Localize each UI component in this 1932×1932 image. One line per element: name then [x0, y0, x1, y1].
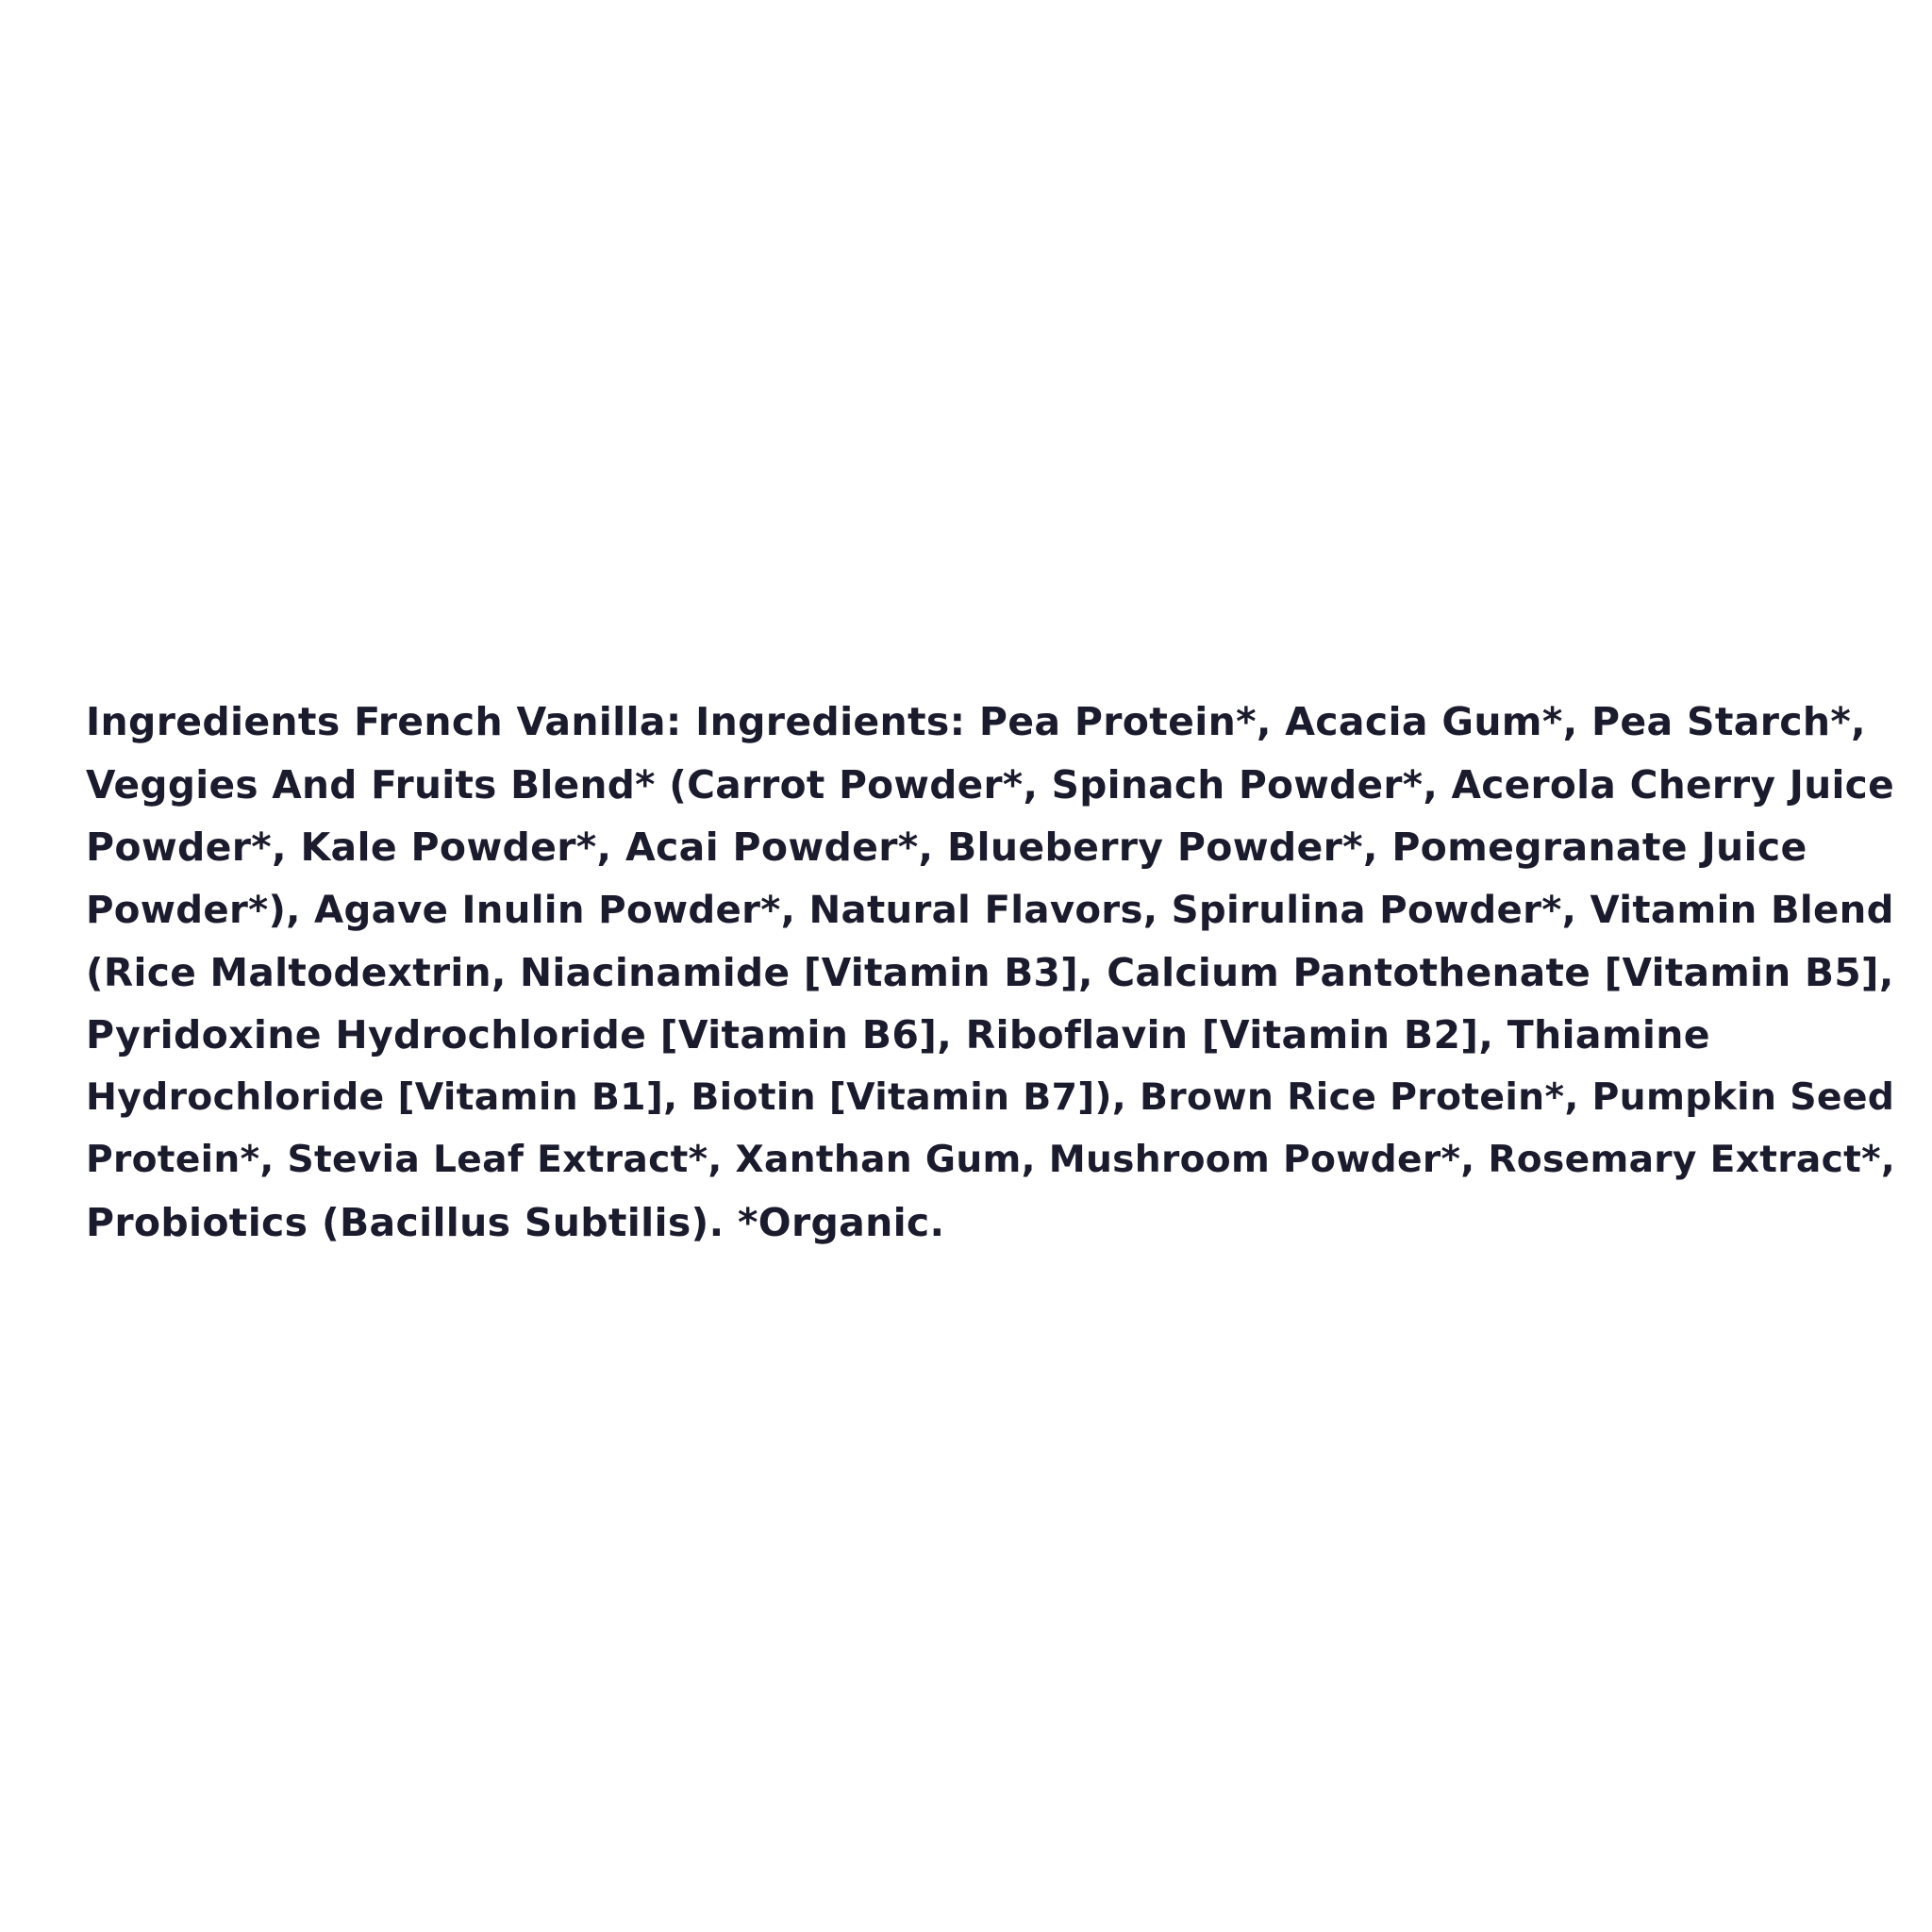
ingredients-line: Powder*, Kale Powder*, Acai Powder*, Blueberry Powder*, Pomegranate Juice: [86, 824, 1807, 870]
ingredients-line: Pyridoxine Hydrochloride [Vitamin B6], Riboflavin [Vitamin B2], Thiamine: [86, 1012, 1710, 1058]
ingredients-line: Veggies And Fruits Blend* (Carrot Powder*, Spinach Powder*, Acerola Cherry Juice: [86, 762, 1894, 808]
ingredients-line: (Rice Maltodextrin, Niacinamide [Vitamin B3], Calcium Pantothenate [Vitamin B5],: [86, 950, 1894, 995]
ingredients-line: Ingredients French Vanilla: Ingredients: Pea Protein*, Acacia Gum*, Pea Starch*,: [86, 699, 1866, 744]
ingredients-line: Protein*, Stevia Leaf Extract*, Xanthan Gum, Mushroom Powder*, Rosemary Extract*,: [86, 1139, 1896, 1181]
ingredients-line: Probiotics (Bacillus Subtilis). *Organic.: [86, 1200, 945, 1245]
ingredients-line: Powder*), Agave Inulin Powder*, Natural Flavors, Spirulina Powder*, Vitamin Blend: [86, 889, 1894, 932]
ingredients-line: Hydrochloride [Vitamin B1], Biotin [Vitamin B7]), Brown Rice Protein*, Pumpkin Seed: [86, 1075, 1895, 1119]
